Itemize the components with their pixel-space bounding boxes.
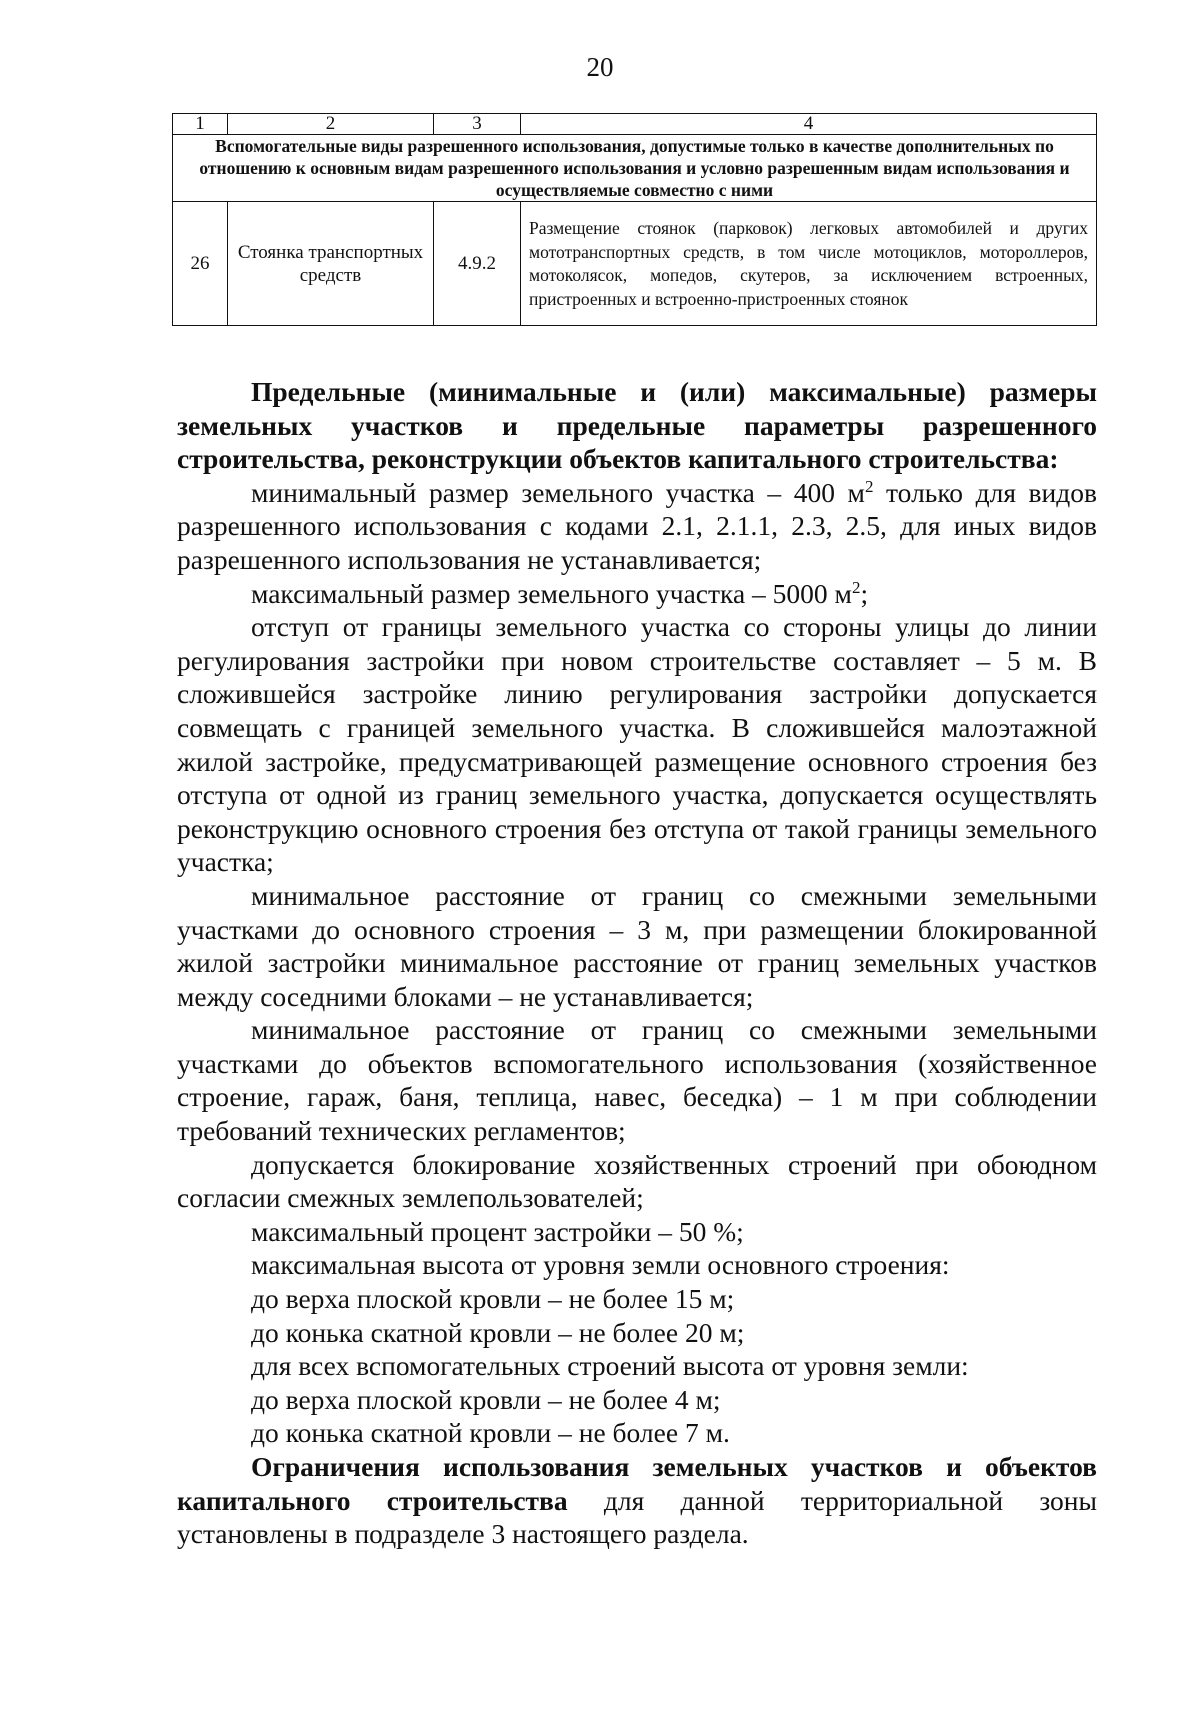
paragraph: для всех вспомогательных строений высота от уровня земли: [251,1350,969,1382]
paragraph: допускается блокирование хозяйственных строений при обоюдном согласии смежных землепользователей; [177,1148,1097,1214]
superscript: 2 [851,577,861,597]
table-row [173,202,1097,326]
row-description: Размещение стоянок (парковок) легковых автомобилей и других мототранспортных средств, в том числе мотоциклов, мотороллеров, мотоколясок, мопедов, скутеров, за исключением встроенных, пристроенных и встроенно-пристроенных стоянок [521,202,1097,326]
table-section-row [173,135,1097,202]
column-header: 3 [434,114,521,135]
paragraph: до конька скатной кровли – не более 20 м; [251,1316,745,1348]
section-heading: Предельные (минимальные и (или) максимальные) размеры земельных участков и предельные параметры разрешенного строительства, реконструкции объектов капитального строительства: [177,376,1097,475]
restrictions-bold: Ограничения использования земельных участков и объектов капитального строительства [177,1451,1097,1516]
paragraph: отступ от границы земельного участка со стороны улицы до линии регулирования застройки при новом строительстве составляет – 5 м. В сложившейся застройке линию регулирования застройки допускается совмещать с границей земельного участка. В сложившейся малоэтажной жилой застройке, предусматривающей размещение основного строения без отступа от одной из границ земельного участка, допускается осуществлять реконструкцию основного строения без отступа от такой границы земельного участка; [177,611,1097,878]
row-code: 4.9.2 [434,202,521,326]
restrictions-paragraph [177,1450,1097,1551]
paragraph: до верха плоской кровли – не более 15 м; [251,1283,735,1315]
row-number: 26 [173,202,228,326]
paragraph: до верха плоской кровли – не более 4 м; [251,1383,721,1415]
text-span: минимальный размер земельного участка – 400 м [251,476,865,508]
paragraph: максимальная высота от уровня земли основного строения: [251,1249,950,1281]
text-span: ; [860,577,869,609]
restrictions-text: для данной территориальной зоны установлены в подразделе 3 настоящего раздела. [177,1484,1097,1550]
paragraph: максимальный процент застройки – 50 %; [251,1215,744,1247]
text-span: максимальный размер земельного участка – 5000 м [251,577,852,609]
column-header: 2 [228,114,434,135]
table-column-headers [173,114,1097,135]
page-number: 20 [586,52,614,82]
row-use-name: Стоянка транспортных средств [228,202,434,326]
main-text [177,375,1097,1551]
paragraph [177,577,1097,611]
paragraph [177,476,1097,577]
paragraph: до конька скатной кровли – не более 7 м. [251,1417,730,1449]
paragraph: минимальное расстояние от границ со смежными земельными участками до основного строения – 3 м, при размещении блокированной жилой застройки минимальное расстояние от границ земельных участков между соседними блоками – не устанавливается; [177,879,1097,1012]
column-header: 4 [521,114,1097,135]
text-span: только для видов разрешенного использования с кодами 2.1, 2.1.1, 2.3, 2.5, для иных видов разрешенного использования не устанавливается; [177,476,1097,575]
paragraph: минимальное расстояние от границ со смежными земельными участками до объектов вспомогательного использования (хозяйственное строение, гараж, баня, теплица, навес, беседка) – 1 м при соблюдении требований технических регламентов; [177,1014,1097,1147]
superscript: 2 [864,476,874,496]
land-use-table [172,113,1097,326]
column-header: 1 [173,114,228,135]
table-section-title: Вспомогательные виды разрешенного использования, допустимые только в качестве дополнительных по отношению к основным видам разрешенного использования и условно разрешенным видам использования и осуществляемые совместно с ними [173,135,1097,202]
